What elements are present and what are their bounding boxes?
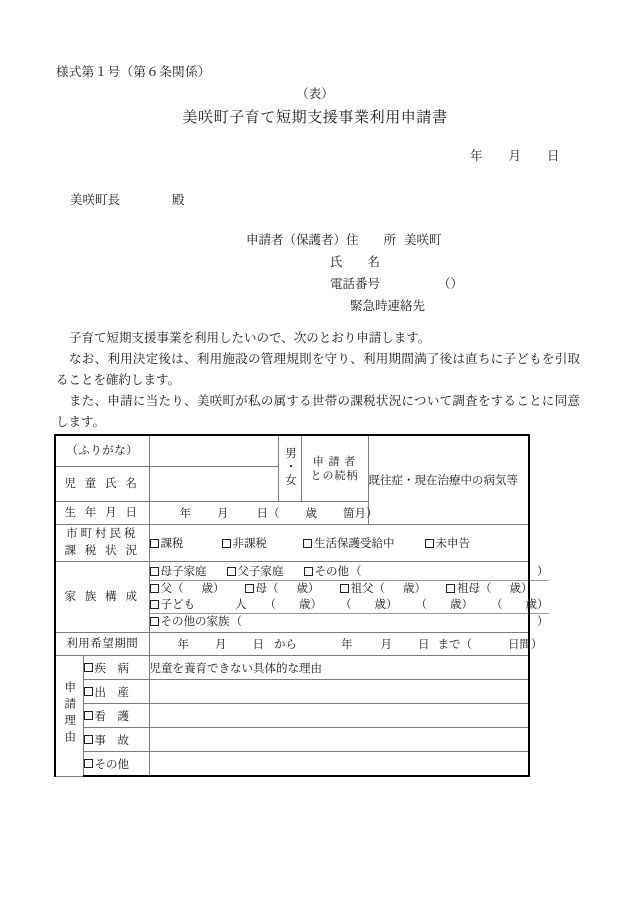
family-type-label: その他 bbox=[314, 566, 349, 578]
date-line bbox=[470, 146, 560, 164]
other-family-label: その他の家族 bbox=[160, 616, 230, 628]
family-type-label: 母子家庭 bbox=[160, 566, 207, 578]
checkbox-icon bbox=[245, 584, 254, 593]
period-year-label: 年 bbox=[177, 639, 189, 651]
applicant-emergency-row bbox=[246, 295, 463, 317]
family-member-open: （ bbox=[267, 583, 279, 595]
applicant-tel-row bbox=[246, 273, 463, 295]
reason-label-cell bbox=[55, 656, 83, 777]
family-composition-label: 家 族 構 成 bbox=[55, 562, 149, 633]
applicant-name-row bbox=[246, 251, 463, 273]
other-family-open: （ bbox=[230, 616, 242, 628]
family-type-sonota[interactable] bbox=[304, 566, 362, 578]
table-row bbox=[55, 562, 529, 633]
date-year-label: 年 bbox=[470, 149, 483, 163]
family-children-line bbox=[150, 597, 549, 614]
family-member-label: 父 bbox=[160, 583, 172, 595]
checkbox-icon bbox=[425, 539, 434, 548]
family-member-age: 歳） bbox=[296, 583, 320, 595]
body-paragraph-1: 子育て短期支援事業を利用したいので、次のとおり申請します。 bbox=[69, 331, 431, 345]
checkbox-icon bbox=[150, 600, 159, 609]
gender-cell[interactable] bbox=[278, 435, 301, 502]
reason-checkbox-shussan[interactable] bbox=[83, 680, 149, 704]
furigana-label: （ふりがな） bbox=[55, 435, 149, 467]
children-age-slot[interactable]: （ 歳） bbox=[264, 599, 322, 611]
family-member-label: 祖母 bbox=[457, 583, 480, 595]
addressee bbox=[70, 190, 185, 208]
family-composition-cell bbox=[149, 562, 549, 633]
period-input[interactable] bbox=[149, 633, 543, 656]
family-children-row bbox=[150, 597, 549, 614]
child-name-label: 児 童 氏 名 bbox=[55, 467, 149, 502]
applicant-address-value: 美咲町 bbox=[404, 233, 442, 247]
reason-detail-line[interactable] bbox=[149, 752, 529, 777]
checkbox-icon bbox=[150, 584, 159, 593]
applicant-name-label: 氏 名 bbox=[330, 255, 381, 269]
family-other-row bbox=[150, 614, 549, 631]
illness-label: 既往症・現在治療中の病気等 bbox=[368, 475, 518, 487]
family-type-boshi[interactable] bbox=[150, 566, 207, 578]
birth-year-label: 年 bbox=[179, 508, 191, 520]
body-text bbox=[56, 328, 580, 433]
applicant-address-row bbox=[246, 229, 463, 251]
birth-date-input[interactable] bbox=[149, 502, 378, 525]
period-day-label: 日 bbox=[252, 639, 264, 651]
birth-month-label: 月 bbox=[217, 508, 229, 520]
reason-detail-header: 児童を養育できない具体的な理由 bbox=[149, 656, 529, 680]
child-name-input[interactable] bbox=[149, 467, 278, 502]
reason-detail-line[interactable] bbox=[149, 680, 529, 704]
period-to-label: まで（ bbox=[437, 639, 472, 651]
furigana-input[interactable] bbox=[149, 435, 278, 467]
birth-date-label: 生 年 月 日 bbox=[55, 502, 149, 525]
table-row bbox=[55, 728, 529, 752]
family-other-line bbox=[150, 614, 549, 631]
side-label: （表） bbox=[296, 87, 334, 101]
checkbox-icon bbox=[222, 539, 231, 548]
other-family-close: ） bbox=[537, 616, 549, 628]
addressee-name: 美咲町長 bbox=[70, 193, 121, 207]
application-table bbox=[54, 434, 549, 777]
children-counter: 人 bbox=[235, 599, 247, 611]
applicant-tel-label: 電話番号 bbox=[330, 277, 381, 291]
addressee-honorific: 殿 bbox=[172, 193, 185, 207]
relation-cell[interactable] bbox=[301, 435, 368, 502]
page-title: 美咲町子育て短期支援事業利用申請書 bbox=[182, 110, 448, 126]
family-member-grandfather[interactable] bbox=[340, 583, 427, 595]
family-inner-table bbox=[150, 564, 549, 630]
illness-cell[interactable] bbox=[368, 435, 529, 525]
period-from-label: から bbox=[274, 639, 297, 651]
checkbox-icon bbox=[303, 539, 312, 548]
body-paragraph-2: なお、利用決定後は、利用施設の管理規則を守り、利用期間満了後は直ちに子どもを引取ることを確約します。 bbox=[56, 352, 580, 387]
checkbox-icon bbox=[84, 711, 93, 720]
children-age-slot[interactable]: （ 歳） bbox=[415, 599, 473, 611]
tax-option-label: 課税 bbox=[160, 538, 184, 550]
applicant-block bbox=[246, 229, 463, 317]
checkbox-icon bbox=[340, 584, 349, 593]
family-type-options bbox=[150, 564, 549, 581]
family-member-label: 母 bbox=[255, 583, 267, 595]
tax-status-options bbox=[149, 525, 529, 562]
table-row bbox=[55, 525, 529, 562]
tax-checkbox-kazei[interactable] bbox=[150, 538, 184, 550]
applicant-tel-paren-close: ） bbox=[450, 277, 464, 291]
family-member-mother[interactable] bbox=[245, 583, 320, 595]
reason-option-label: 事 故 bbox=[94, 734, 129, 747]
family-member-label: 祖父 bbox=[350, 583, 374, 595]
reason-checkbox-sonota[interactable] bbox=[83, 752, 149, 777]
family-member-age: 歳） bbox=[403, 583, 426, 595]
relation-label-line1: 申 請 者 bbox=[312, 455, 357, 468]
tax-status-label bbox=[55, 525, 149, 562]
family-type-label: 父子家庭 bbox=[237, 566, 284, 578]
family-member-open: （ bbox=[373, 583, 385, 595]
checkbox-icon bbox=[84, 687, 93, 696]
reason-option-label: その他 bbox=[94, 758, 129, 771]
family-members-row bbox=[150, 581, 549, 598]
reason-option-label: 疾 病 bbox=[94, 662, 129, 675]
checkbox-icon bbox=[84, 663, 93, 672]
table-row bbox=[55, 435, 529, 467]
tax-option-label: 非課税 bbox=[232, 538, 267, 550]
tax-checkbox-seikatsuhogo[interactable] bbox=[303, 538, 395, 550]
form-number: 様式第１号（第６条関係） bbox=[56, 65, 211, 79]
family-type-other-open: （ bbox=[350, 566, 362, 578]
checkbox-icon bbox=[84, 735, 93, 744]
reason-checkbox-kango[interactable] bbox=[83, 704, 149, 728]
reason-checkbox-shippei[interactable] bbox=[83, 656, 149, 680]
period-month2-label: 月 bbox=[380, 639, 392, 651]
family-member-grandmother[interactable] bbox=[446, 583, 533, 595]
family-member-father[interactable] bbox=[150, 583, 225, 595]
reason-option-label: 看 護 bbox=[94, 710, 129, 723]
reason-checkbox-jiko[interactable] bbox=[83, 728, 149, 752]
checkbox-icon bbox=[84, 759, 93, 768]
date-month-label: 月 bbox=[508, 149, 522, 163]
family-member-age: 歳） bbox=[509, 583, 533, 595]
date-day-label: 日 bbox=[547, 149, 560, 163]
tax-option-label: 生活保護受給中 bbox=[314, 538, 395, 550]
family-type-fushi[interactable] bbox=[227, 566, 284, 578]
birth-day-label: 日（ bbox=[256, 508, 280, 520]
birth-months-label: 箇月） bbox=[343, 508, 378, 520]
birth-age-label: 歳 bbox=[305, 508, 317, 520]
checkbox-icon bbox=[227, 567, 236, 576]
tax-option-label: 未申告 bbox=[435, 538, 470, 550]
gender-label: 男・女 bbox=[284, 446, 296, 488]
tax-label-line2: 課 税 状 況 bbox=[64, 545, 141, 557]
applicant-emergency-label: 緊急時連絡先 bbox=[350, 299, 426, 313]
children-age-slot[interactable]: （ 歳） bbox=[340, 599, 398, 611]
period-days-label: 日間） bbox=[508, 639, 543, 651]
period-label: 利用希望期間 bbox=[55, 633, 149, 656]
body-paragraph-3: また、申請に当たり、美咲町が私の属する世帯の課税状況について調査をすることに同意します。 bbox=[56, 394, 580, 429]
table-row bbox=[55, 752, 529, 777]
relation-label-line2: との続柄 bbox=[310, 469, 359, 482]
table-row bbox=[55, 656, 529, 680]
tax-checkbox-hikazei[interactable] bbox=[222, 538, 268, 550]
children-age-slot[interactable]: （ 歳） bbox=[491, 599, 549, 611]
family-member-open: （ bbox=[172, 583, 184, 595]
family-children-checkbox[interactable] bbox=[150, 599, 196, 611]
tax-checkbox-mishinkoku[interactable] bbox=[425, 538, 471, 550]
family-members-line bbox=[150, 581, 549, 598]
table-row bbox=[55, 680, 529, 704]
tax-label-line1: 市町村民税 bbox=[66, 528, 139, 540]
checkbox-icon bbox=[150, 617, 159, 626]
period-day2-label: 日 bbox=[418, 639, 430, 651]
checkbox-icon bbox=[446, 584, 455, 593]
children-label: 子ども bbox=[160, 599, 195, 611]
reason-label: 申請理由 bbox=[63, 681, 76, 748]
table-row bbox=[55, 704, 529, 728]
applicant-tel-paren-open: （ bbox=[438, 277, 451, 291]
applicant-address-label: 申請者（保護者）住 所 bbox=[246, 233, 397, 247]
period-year2-label: 年 bbox=[341, 639, 353, 651]
family-member-open: （ bbox=[480, 583, 492, 595]
family-member-age: 歳） bbox=[201, 583, 225, 595]
checkbox-icon bbox=[150, 539, 159, 548]
reason-detail-line[interactable] bbox=[149, 704, 529, 728]
table-row bbox=[55, 633, 529, 656]
family-type-row bbox=[150, 564, 549, 581]
reason-detail-line[interactable] bbox=[149, 728, 529, 752]
period-month-label: 月 bbox=[215, 639, 227, 651]
checkbox-icon bbox=[304, 567, 313, 576]
family-type-other-close: ） bbox=[537, 566, 549, 578]
family-other-checkbox[interactable] bbox=[150, 616, 243, 628]
checkbox-icon bbox=[150, 567, 159, 576]
reason-option-label: 出 産 bbox=[94, 686, 129, 699]
